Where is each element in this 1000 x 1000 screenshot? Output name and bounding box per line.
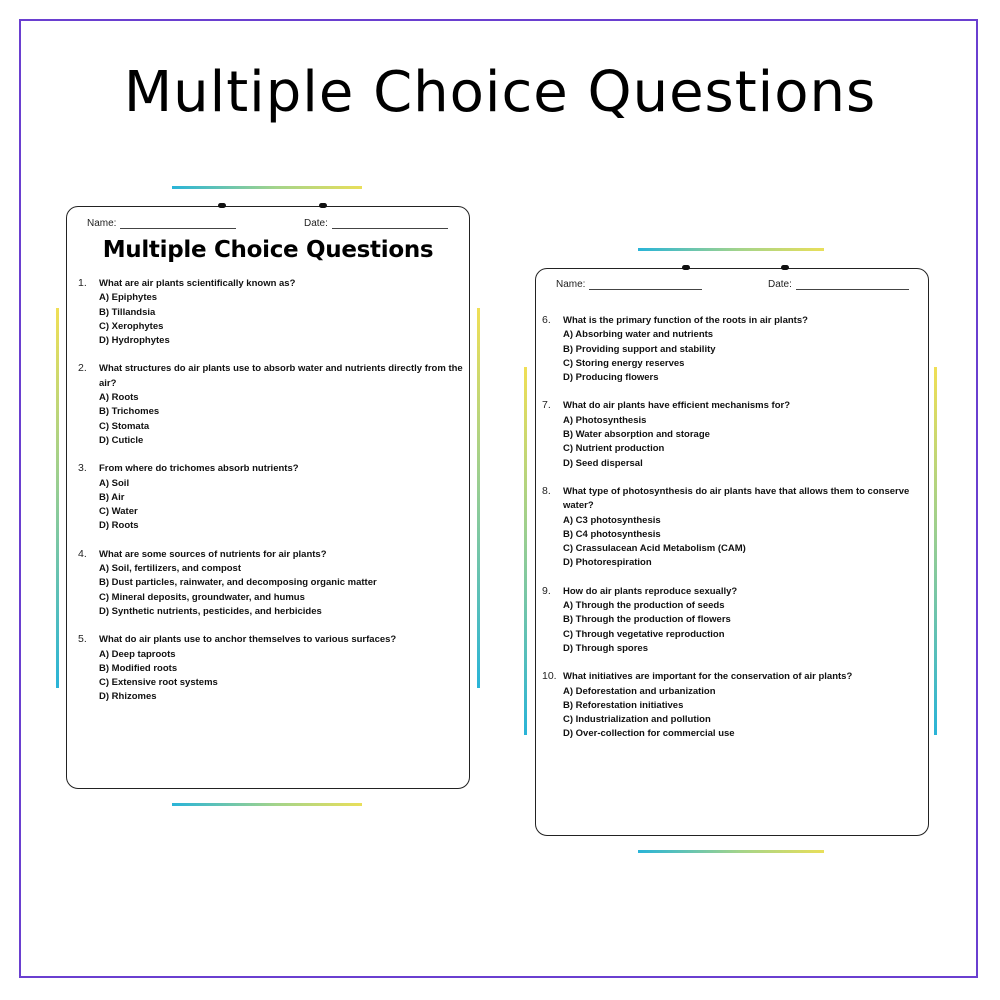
answer-option[interactable]: C) Storing energy reserves <box>563 357 685 369</box>
binder-ring <box>218 203 226 208</box>
decor-bar-side-right-2 <box>934 367 937 735</box>
decor-bar-top-left <box>172 186 362 189</box>
date-line <box>332 228 448 229</box>
question-text: What do air plants have efficient mechanisms for? <box>563 400 790 412</box>
date-line <box>796 289 909 290</box>
name-line <box>120 228 236 229</box>
date-label: Date: <box>304 218 328 229</box>
answer-option[interactable]: C) Extensive root systems <box>99 677 218 689</box>
answer-option[interactable]: C) Industrialization and pollution <box>563 714 711 726</box>
question-item <box>542 314 922 385</box>
question-item <box>78 462 463 533</box>
answer-option[interactable]: B) Water absorption and storage <box>563 429 710 441</box>
date-field[interactable] <box>304 218 448 229</box>
name-label: Name: <box>556 279 586 290</box>
question-number: 6. <box>542 314 551 326</box>
decor-bar-bottom-right <box>638 850 824 853</box>
answer-option[interactable]: D) Photorespiration <box>563 557 652 569</box>
answer-option[interactable]: D) Hydrophytes <box>99 335 170 347</box>
name-line <box>589 289 702 290</box>
answer-option[interactable]: C) Nutrient production <box>563 443 665 455</box>
answer-option[interactable]: A) Roots <box>99 392 139 404</box>
question-item <box>542 399 922 470</box>
binder-ring <box>319 203 327 208</box>
answer-option[interactable]: C) Xerophytes <box>99 320 164 332</box>
question-item <box>78 277 463 348</box>
date-label: Date: <box>768 279 792 290</box>
answer-option[interactable]: D) Roots <box>99 520 139 532</box>
answer-option[interactable]: C) Stomata <box>99 420 150 432</box>
question-list <box>542 314 922 742</box>
answer-option[interactable]: A) Epiphytes <box>99 292 158 304</box>
question-text: What structures do air plants use to absorb water and nutrients directly from the air? <box>99 363 463 389</box>
name-label: Name: <box>87 218 117 229</box>
question-number: 5. <box>78 633 87 646</box>
question-text: What are air plants scientifically known as? <box>99 278 296 289</box>
question-text: How do air plants reproduce sexually? <box>563 585 738 597</box>
answer-option[interactable]: C) Through vegetative reproduction <box>563 628 725 640</box>
question-number: 9. <box>542 584 551 597</box>
answer-option[interactable]: B) C4 photosynthesis <box>563 528 661 540</box>
question-text: What is the primary function of the roots in air plants? <box>563 315 808 326</box>
decor-bar-top-right <box>638 248 824 251</box>
question-text: What are some sources of nutrients for air plants? <box>99 548 327 560</box>
question-list <box>78 277 463 705</box>
answer-option[interactable]: A) Through the production of seeds <box>563 600 725 612</box>
answer-option[interactable]: D) Through spores <box>563 642 648 654</box>
answer-option[interactable]: B) Providing support and stability <box>563 343 716 355</box>
worksheet-title: Multiple Choice Questions <box>102 237 434 263</box>
question-item <box>542 670 922 741</box>
answer-option[interactable]: A) C3 photosynthesis <box>563 514 661 526</box>
question-item <box>78 362 463 448</box>
answer-option[interactable]: D) Rhizomes <box>99 691 157 703</box>
answer-option[interactable]: A) Soil <box>99 477 130 489</box>
question-text: From where do trichomes absorb nutrients? <box>99 463 299 475</box>
decor-bar-side-right-1 <box>524 367 527 735</box>
question-item <box>78 633 463 704</box>
decor-bar-bottom-left <box>172 803 362 806</box>
question-text: What type of photosynthesis do air plants have that allows them to conserve water? <box>563 485 910 512</box>
answer-option[interactable]: A) Photosynthesis <box>563 414 647 426</box>
answer-option[interactable]: B) Modified roots <box>99 662 178 674</box>
answer-option[interactable]: A) Deep taproots <box>99 648 176 660</box>
question-number: 4. <box>78 547 87 560</box>
question-number: 8. <box>542 484 551 497</box>
worksheet-page-1 <box>66 206 470 789</box>
question-number: 1. <box>78 277 87 289</box>
question-number: 2. <box>78 362 87 375</box>
binder-ring <box>682 265 690 270</box>
answer-option[interactable]: D) Synthetic nutrients, pesticides, and herbicides <box>99 605 322 617</box>
worksheet-page-2 <box>535 268 929 836</box>
date-field[interactable] <box>768 279 909 290</box>
answer-option[interactable]: B) Through the production of flowers <box>563 614 731 626</box>
answer-option[interactable]: D) Cuticle <box>99 434 144 446</box>
name-field[interactable] <box>87 218 236 229</box>
question-text: What do air plants use to anchor themselves to various surfaces? <box>99 634 397 646</box>
question-number: 3. <box>78 462 87 475</box>
question-item <box>542 585 922 656</box>
answer-option[interactable]: D) Producing flowers <box>563 372 659 384</box>
decor-bar-side-left-1 <box>56 308 59 688</box>
answer-option[interactable]: C) Mineral deposits, groundwater, and humus <box>99 591 305 603</box>
question-item <box>78 548 463 619</box>
answer-option[interactable]: B) Tillandsia <box>99 306 156 318</box>
answer-option[interactable]: D) Over-collection for commercial use <box>563 728 735 740</box>
answer-option[interactable]: B) Dust particles, rainwater, and decomposing organic matter <box>99 577 377 589</box>
question-number: 7. <box>542 399 551 412</box>
answer-option[interactable]: A) Absorbing water and nutrients <box>563 329 714 341</box>
question-number: 10. <box>542 670 557 683</box>
answer-option[interactable]: A) Soil, fertilizers, and compost <box>99 563 241 575</box>
answer-option[interactable]: D) Seed dispersal <box>563 457 643 469</box>
answer-option[interactable]: B) Trichomes <box>99 406 160 418</box>
answer-option[interactable]: A) Deforestation and urbanization <box>563 685 716 697</box>
binder-ring <box>781 265 789 270</box>
question-item <box>542 485 922 571</box>
answer-option[interactable]: B) Air <box>99 491 125 503</box>
answer-option[interactable]: C) Crassulacean Acid Metabolism (CAM) <box>563 543 746 555</box>
answer-option[interactable]: B) Reforestation initiatives <box>563 699 684 711</box>
question-text: What initiatives are important for the conservation of air plants? <box>563 671 853 683</box>
answer-option[interactable]: C) Water <box>99 506 138 518</box>
decor-bar-side-left-2 <box>477 308 480 688</box>
name-field[interactable] <box>556 279 702 290</box>
page-title: Multiple Choice Questions <box>123 60 877 125</box>
